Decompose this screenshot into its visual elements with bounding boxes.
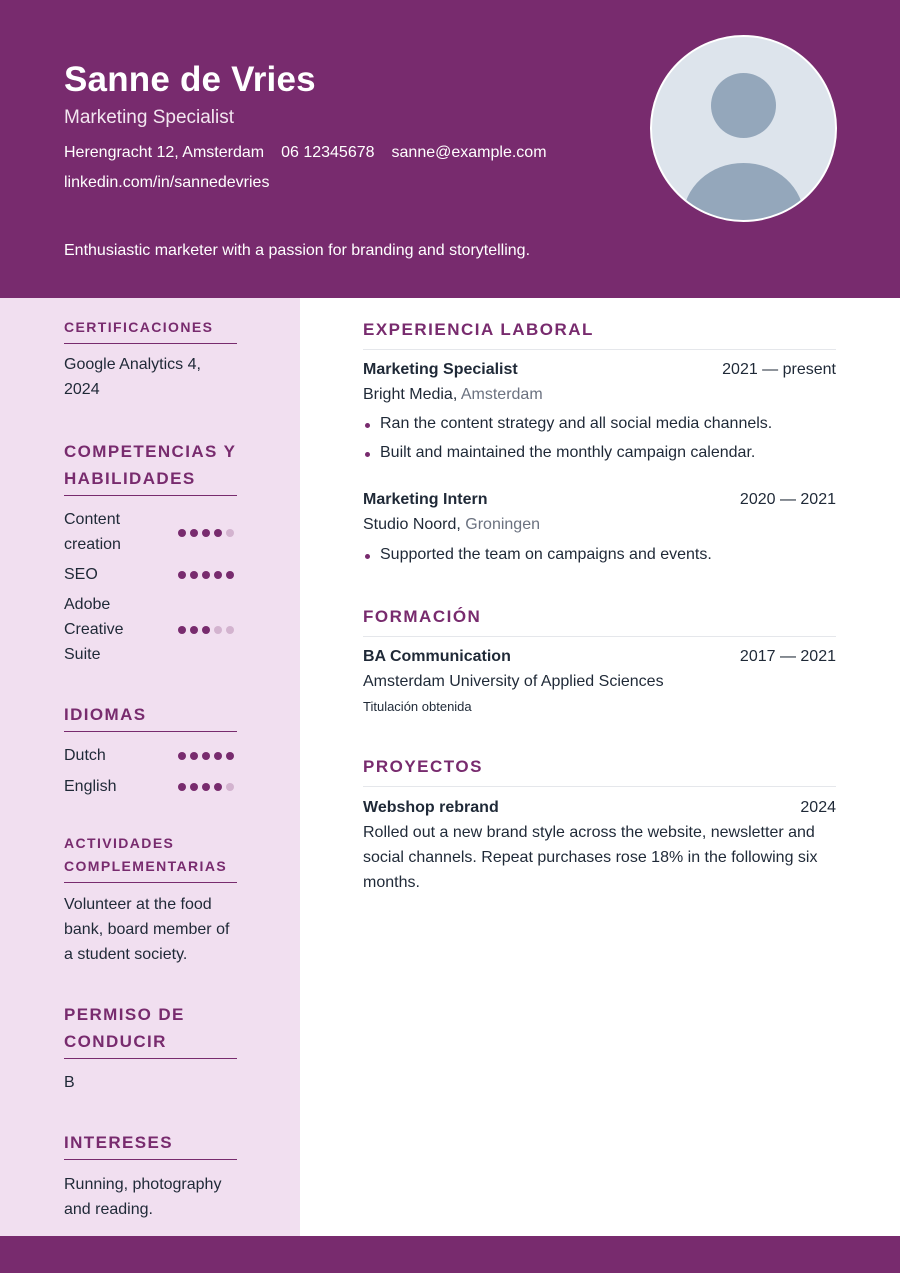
level-dot-filled <box>190 571 198 579</box>
profile-summary: Enthusiastic marketer with a passion for branding and storytelling. <box>64 242 531 259</box>
job-role: Marketing Intern <box>363 491 488 508</box>
degree-status: Titulación obtenida <box>363 699 472 714</box>
level-dot-filled <box>226 571 234 579</box>
degree-name: BA Communication <box>363 648 511 665</box>
skills-heading: COMPETENCIAS Y HABILIDADES <box>64 438 237 496</box>
level-dot-filled <box>190 752 198 760</box>
school-name: Amsterdam University of Applied Sciences <box>363 673 664 690</box>
company-name: Bright Media <box>363 386 453 403</box>
driving-license-heading: PERMISO DE CONDUCIR <box>64 1001 237 1059</box>
projects-heading: PROYECTOS <box>363 757 836 787</box>
experience-heading: EXPERIENCIA LABORAL <box>363 320 836 350</box>
project-description: Rolled out a new brand style across the website, newsletter and social channels. Repeat purchases rose 18% in the following six months. <box>363 824 818 891</box>
languages-heading: IDIOMAS <box>64 701 237 732</box>
level-dot-empty <box>214 626 222 634</box>
certifications-heading: CERTIFICACIONES <box>64 316 237 344</box>
email: sanne@example.com <box>391 144 547 161</box>
job-bullet: Ran the content strategy and all social media channels. <box>363 415 772 433</box>
language-level-dots <box>178 783 234 791</box>
project-year: 2024 <box>800 799 836 816</box>
job-bullet: Supported the team on campaigns and events. <box>363 546 712 564</box>
skill-level-dots <box>178 571 234 579</box>
level-dot-filled <box>202 783 210 791</box>
job-title: Marketing Specialist <box>64 107 235 128</box>
avatar-head-shape <box>711 73 776 138</box>
level-dot-filled <box>178 752 186 760</box>
level-dot-filled <box>190 529 198 537</box>
job-dates: 2020 — 2021 <box>739 491 836 508</box>
level-dot-filled <box>190 783 198 791</box>
level-dot-filled <box>202 571 210 579</box>
level-dot-filled <box>178 783 186 791</box>
certifications-text: Google Analytics 4, 2024 <box>64 356 201 398</box>
level-dot-empty <box>226 529 234 537</box>
language-name: Dutch <box>64 747 106 764</box>
level-dot-filled <box>202 529 210 537</box>
company-city: Groningen <box>465 516 540 533</box>
skill-name: Content creation <box>64 511 121 553</box>
level-dot-filled <box>202 752 210 760</box>
phone: 06 12345678 <box>281 144 375 161</box>
level-dot-filled <box>202 626 210 634</box>
avatar-body-shape <box>683 163 804 222</box>
level-dot-filled <box>178 571 186 579</box>
job-dates: 2021 — present <box>722 361 836 378</box>
skill-name: SEO <box>64 566 98 583</box>
project-name: Webshop rebrand <box>363 799 499 816</box>
avatar <box>650 35 837 222</box>
level-dot-filled <box>178 626 186 634</box>
level-dot-empty <box>226 783 234 791</box>
level-dot-filled <box>190 626 198 634</box>
resume-footer <box>0 1236 900 1273</box>
level-dot-filled <box>178 529 186 537</box>
level-dot-empty <box>226 626 234 634</box>
level-dot-filled <box>214 529 222 537</box>
interests-text: Running, photography and reading. <box>64 1176 222 1218</box>
level-dot-filled <box>226 752 234 760</box>
company-name: Studio Noord <box>363 516 457 533</box>
education-heading: FORMACIÓN <box>363 607 836 637</box>
education-dates: 2017 — 2021 <box>739 648 836 665</box>
job-employer: Bright Media, Amsterdam <box>363 386 543 403</box>
address: Herengracht 12, Amsterdam <box>64 144 265 161</box>
level-dot-filled <box>214 783 222 791</box>
candidate-name: Sanne de Vries <box>64 60 316 99</box>
language-name: English <box>64 778 117 795</box>
job-bullet: Built and maintained the monthly campaign calendar. <box>363 444 755 462</box>
activities-text: Volunteer at the food bank, board member of a student society. <box>64 896 230 963</box>
level-dot-filled <box>214 752 222 760</box>
resume-header <box>0 0 900 298</box>
skill-name: Adobe Creative Suite <box>64 596 124 663</box>
activities-heading: ACTIVIDADES COMPLEMENTARIAS <box>64 832 237 883</box>
company-city: Amsterdam <box>460 386 543 403</box>
skill-level-dots <box>178 529 234 537</box>
language-level-dots <box>178 752 234 760</box>
linkedin-url: linkedin.com/in/sannedevries <box>64 174 270 191</box>
contact-line <box>64 144 547 162</box>
level-dot-filled <box>214 571 222 579</box>
job-role: Marketing Specialist <box>363 361 518 378</box>
driving-license-text: B <box>64 1074 75 1091</box>
job-employer: Studio Noord, Groningen <box>363 516 540 533</box>
skill-level-dots <box>178 626 234 634</box>
interests-heading: INTERESES <box>64 1129 237 1160</box>
